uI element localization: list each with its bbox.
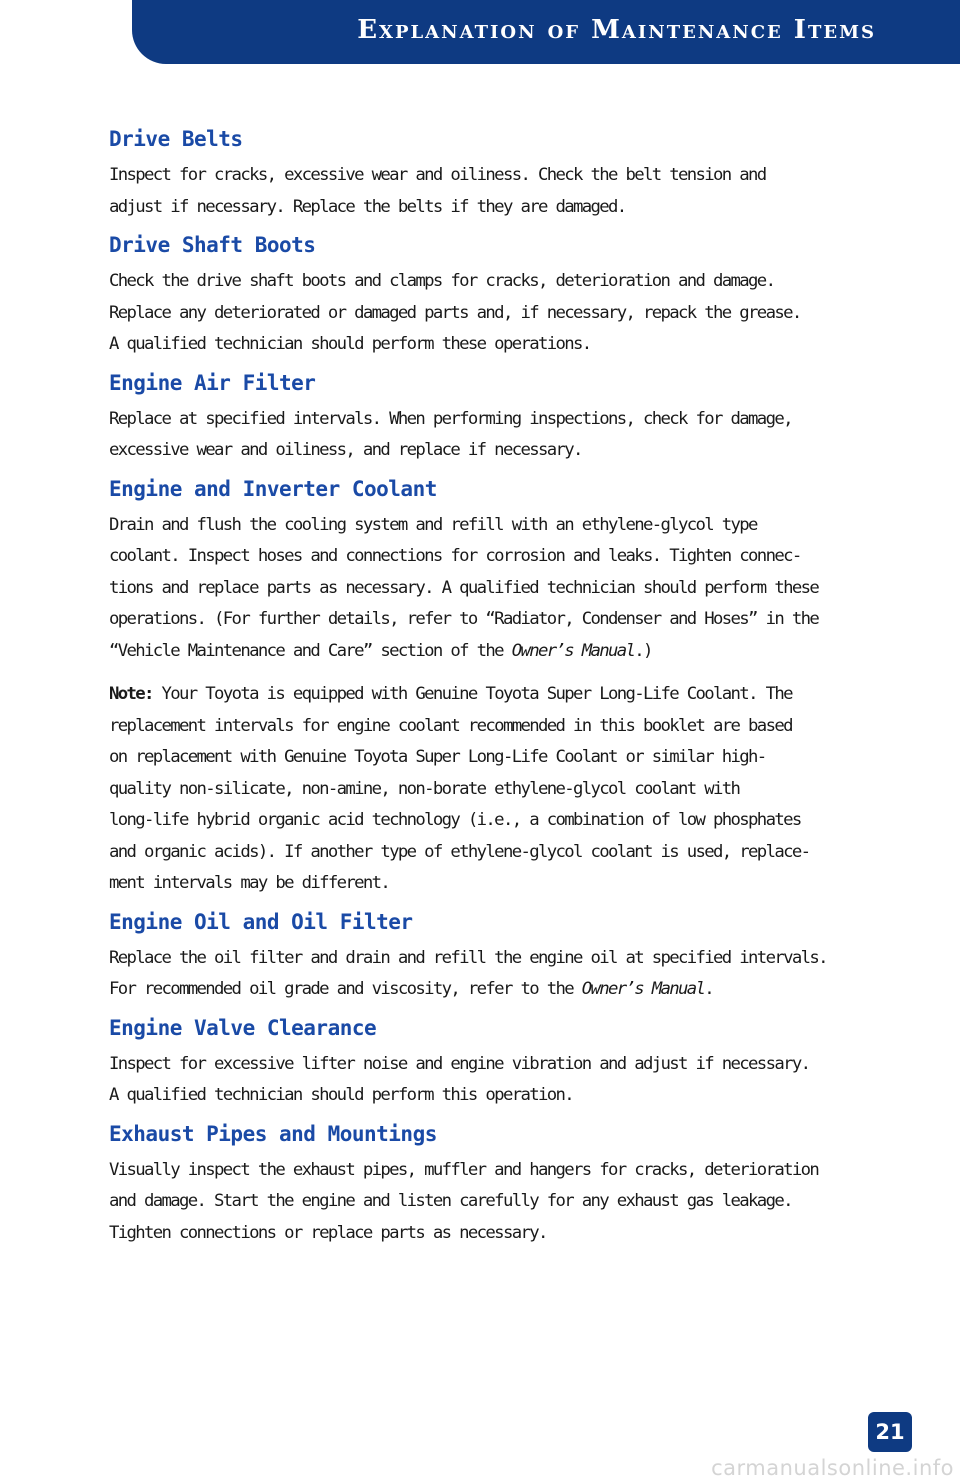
section-body (109, 404, 809, 467)
text-fragment: Your Toyota is equipped with Genuine Toyota Super Long-Life Coolant. The (152, 684, 792, 704)
text-line: Tighten connections or replace parts as necessary. (109, 1222, 547, 1243)
text-line: operations. (For further details, refer to “Radiator, Condenser and Hoses” in the (109, 609, 819, 629)
section-engine-air-filter (109, 370, 809, 467)
text-line (109, 679, 809, 711)
section-drive-shaft-boots (109, 232, 809, 361)
manual-title: Owner’s Manual (511, 640, 635, 661)
text-line: excessive wear and oiliness, and replace if necessary. (109, 440, 582, 460)
note-label: Note: (109, 684, 153, 704)
section-body (109, 1049, 809, 1112)
text-line: adjust if necessary. Replace the belts if they are damaged. (109, 196, 626, 217)
section-exhaust-pipes (109, 1121, 819, 1250)
page-header-title: Explanation of Maintenance Items (357, 15, 876, 45)
section-title: Engine Air Filter (109, 370, 316, 395)
text-line: tions and replace parts as necessary. A qualified technician should perform these (109, 577, 819, 598)
text-line: Replace at specified intervals. When performing inspections, check for damage, (109, 408, 792, 429)
note-block (109, 679, 809, 900)
section-title: Drive Belts (109, 127, 243, 151)
section-engine-valve-clearance (109, 1015, 809, 1112)
section-engine-inverter-coolant (109, 476, 819, 668)
text-line: Drain and flush the cooling system and refill with an ethylene-glycol type (109, 514, 757, 535)
text-line: coolant. Inspect hoses and connections for corrosion and leaks. Tighten connec- (109, 546, 801, 566)
text-line: and damage. Start the engine and listen carefully for any exhaust gas leakage. (109, 1191, 792, 1211)
text-line: and organic acids). If another type of ethylene-glycol coolant is used, replace- (109, 841, 810, 862)
text-line: Visually inspect the exhaust pipes, muffler and hangers for cracks, deterioration (109, 1159, 819, 1180)
text-fragment: For recommended oil grade and viscosity, refer to the (109, 979, 582, 999)
section-title: Engine Valve Clearance (109, 1015, 377, 1040)
text-line: ment intervals may be different. (109, 873, 390, 893)
text-fragment: . (704, 979, 714, 999)
manual-title: Owner’s Manual (581, 979, 705, 999)
note-body (109, 679, 809, 900)
text-line: replacement intervals for engine coolant recommended in this booklet are based (109, 715, 792, 736)
text-fragment: .) (634, 640, 652, 661)
text-line (109, 636, 809, 668)
section-title: Engine Oil and Oil Filter (109, 909, 413, 934)
text-line: Check the drive shaft boots and clamps for cracks, deterioration and damage. (109, 271, 775, 291)
section-title: Engine and Inverter Coolant (109, 476, 437, 501)
text-line: Replace any deteriorated or damaged parts and, if necessary, repack the grease. (109, 302, 801, 323)
section-body (109, 1155, 819, 1250)
section-drive-belts (109, 126, 809, 223)
text-line (109, 974, 809, 1006)
text-line: Inspect for cracks, excessive wear and oiliness. Check the belt tension and (109, 165, 766, 185)
text-line: on replacement with Genuine Toyota Super Long-Life Coolant or similar high- (109, 747, 766, 767)
text-line: long-life hybrid organic acid technology (i.e., a combination of low phosphates (109, 810, 801, 830)
text-fragment: “Vehicle Maintenance and Care” section of the (109, 640, 512, 661)
text-line: A qualified technician should perform these operations. (109, 334, 591, 354)
section-body (109, 943, 827, 1006)
text-line: A qualified technician should perform this operation. (109, 1085, 573, 1105)
section-body (109, 510, 819, 668)
section-title: Drive Shaft Boots (109, 233, 316, 257)
content (109, 126, 827, 1258)
text-line: quality non-silicate, non-amine, non-borate ethylene-glycol coolant with (109, 778, 740, 799)
header-tab (132, 0, 960, 64)
section-body (109, 266, 809, 361)
section-title: Exhaust Pipes and Mountings (109, 1121, 437, 1146)
watermark: carmanualsonline.info (711, 1456, 954, 1480)
text-line: Replace the oil filter and drain and refill the engine oil at specified intervals. (109, 947, 827, 968)
page-number: 21 (868, 1412, 912, 1452)
text-line: Inspect for excessive lifter noise and engine vibration and adjust if necessary. (109, 1053, 810, 1074)
section-engine-oil-filter (109, 909, 827, 1006)
section-body (109, 160, 809, 223)
